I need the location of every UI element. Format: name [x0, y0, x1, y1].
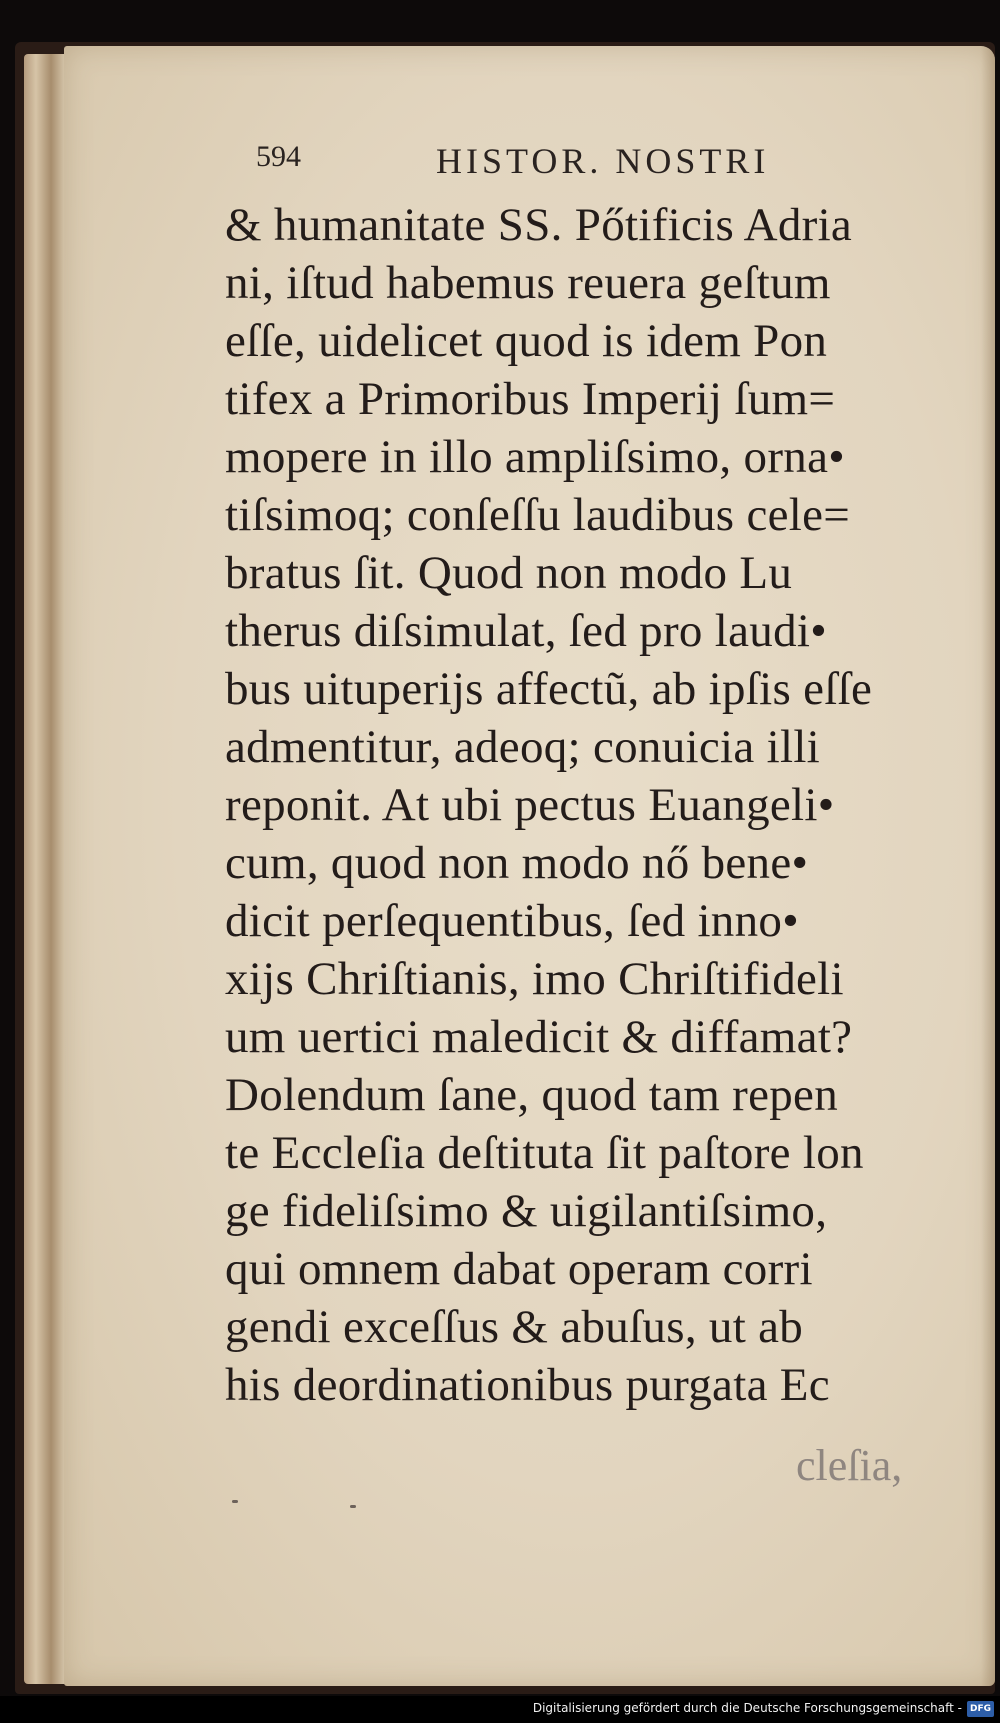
text-line: dicit perſequentibus, ſed inno• [225, 895, 799, 947]
page-edge-shadow [981, 46, 995, 1686]
footer-bar [0, 1696, 1000, 1723]
text-line: cum, quod non modo nő bene• [225, 837, 809, 889]
text-line: bratus ſit. Quod non modo Lu [225, 547, 793, 599]
text-line: reponit. At ubi pectus Euangeli• [225, 779, 835, 831]
catchword: cleſia, [796, 1441, 903, 1490]
text-line: eſſe, uidelicet quod is idem Pon [225, 315, 828, 367]
page-header [256, 140, 866, 190]
text-line: Dolendum ſane, quod tam repen [225, 1069, 838, 1121]
text-line: ni, iſtud habemus reuera geſtum [225, 257, 831, 309]
text-line: mopere in illo ampliſsimo, orna• [225, 431, 845, 483]
text-line: te Eccleſia deſtituta ſit paſtore lon [225, 1127, 864, 1179]
text-line: tiſsimoq; conſeſſu laudibus cele= [225, 489, 851, 541]
body-text [225, 196, 955, 1414]
text-line: bus uituperijs affectũ, ab ipſis eſſe [225, 663, 873, 715]
ink-smudge [232, 1500, 238, 1503]
text-line: um uertici maledicit & diffamat? [225, 1011, 853, 1063]
text-line: xijs Chriſtianis, imo Chriſtifideli [225, 953, 844, 1005]
text-line: therus diſsimulat, ſed pro laudi• [225, 605, 828, 657]
text-line: admentitur, adeoq; conuicia illi [225, 721, 821, 773]
running-head: HISTOR. NOSTRI [436, 141, 770, 181]
dfg-logo: DFG [967, 1701, 994, 1717]
text-line: & humanitate SS. Pőtificis Adria [225, 199, 853, 251]
ink-smudge [350, 1505, 356, 1508]
page-number: 594 [256, 140, 301, 173]
text-line: gendi exceſſus & abuſus, ut ab [225, 1301, 804, 1353]
text-line: ge fideliſsimo & uigilantiſsimo, [225, 1185, 828, 1237]
text-line: his deordinationibus purgata Ec [225, 1359, 830, 1411]
funding-notice: Digitalisierung gefördert durch die Deutsche Forschungsgemeinschaft - [532, 1701, 962, 1715]
text-line: tifex a Primoribus Imperij ſum= [225, 373, 836, 425]
text-line: qui omnem dabat operam corri [225, 1243, 813, 1295]
